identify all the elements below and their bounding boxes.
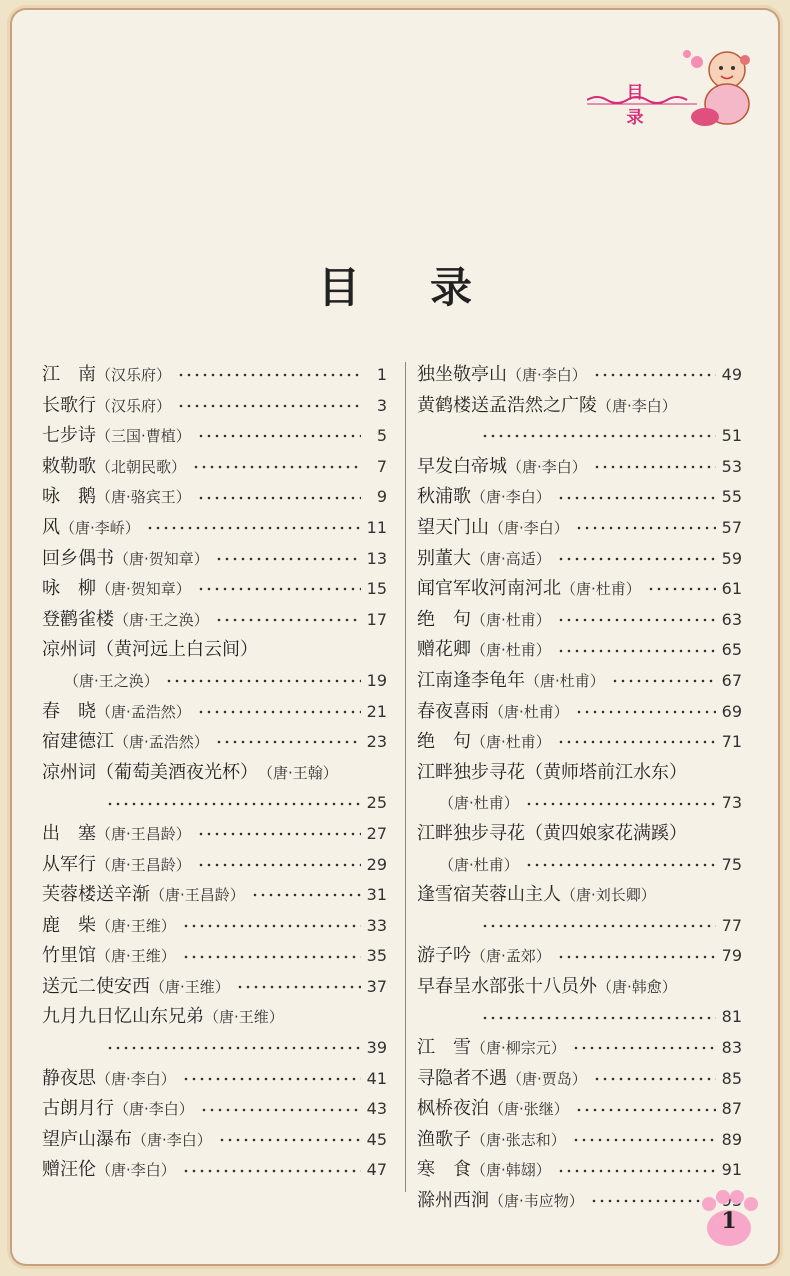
leader-dots	[197, 495, 361, 501]
toc-entry-title: 滁州西涧	[417, 1190, 489, 1212]
column-divider	[405, 362, 406, 1192]
toc-entry[interactable]	[42, 1125, 387, 1156]
toc-entry-title: 九月九日忆山东兄弟	[42, 1006, 204, 1028]
toc-entry-page: 53	[721, 456, 742, 476]
toc-entry-author: （唐·孟浩然）	[96, 702, 191, 721]
toc-entry-title: 早春呈水部张十八员外	[417, 975, 597, 997]
toc-entry-title: 独坐敬亭山	[417, 364, 507, 385]
toc-entry-page: 17	[366, 609, 387, 629]
leader-dots	[192, 464, 361, 470]
toc-entry-title: 竹里馆	[42, 945, 96, 967]
toc-entry-title: 回乡偶书	[42, 547, 114, 569]
toc-entry[interactable]	[42, 727, 387, 758]
toc-entry[interactable]	[42, 1155, 387, 1186]
toc-entry-author: （唐·杜甫）	[439, 855, 519, 874]
toc-entry-title: 秋浦歌	[417, 486, 471, 508]
toc-entry[interactable]	[42, 972, 387, 1003]
toc-entry-title: 送元二使安西	[42, 975, 150, 997]
toc-entry[interactable]	[417, 544, 742, 575]
toc-entry-title: 渔歌子	[417, 1128, 471, 1150]
toc-entry-page: 21	[366, 701, 387, 721]
toc-entry-title: 江畔独步寻花（黄师塔前江水东）	[417, 761, 687, 783]
toc-entry-title: 江畔独步寻花（黄四娘家花满蹊）	[417, 822, 687, 844]
toc-entry-title: 绝 句	[417, 608, 471, 630]
toc-entry-author: （三国·曹植）	[96, 427, 191, 446]
toc-entry-page: 33	[366, 915, 387, 935]
toc-entry-page: 61	[721, 579, 742, 599]
toc-entry-title: 黄鹤楼送孟浩然之广陵	[417, 394, 597, 416]
toc-entry[interactable]	[42, 850, 387, 881]
toc-entry[interactable]	[42, 605, 387, 636]
toc-entry-title: 江南逢李龟年	[417, 669, 525, 691]
toc-entry[interactable]	[417, 452, 742, 483]
leader-dots	[557, 954, 716, 960]
leader-dots	[236, 984, 361, 990]
toc-entry-title: 静夜思	[42, 1067, 96, 1089]
toc-entry[interactable]	[417, 421, 742, 452]
toc-entry-page: 23	[366, 732, 387, 752]
leader-dots	[182, 1076, 361, 1082]
toc-entry-title: 江 南	[42, 364, 96, 385]
leader-dots	[197, 586, 361, 592]
toc-entry-title: 古朗月行	[42, 1098, 114, 1120]
toc-entry-author: （唐·李白）	[507, 457, 587, 476]
toc-entry-page: 41	[366, 1068, 387, 1088]
leader-dots	[197, 433, 361, 439]
leader-dots	[593, 372, 716, 378]
toc-entry[interactable]	[42, 482, 387, 513]
toc-entry-page: 79	[721, 946, 742, 966]
toc-entry-page: 11	[366, 517, 387, 537]
toc-entry-page: 71	[721, 732, 742, 752]
toc-entry-title: 凉州词（葡萄美酒夜光杯）	[42, 761, 258, 783]
toc-entry-title: 别董大	[417, 547, 471, 569]
toc-entry[interactable]	[417, 1155, 742, 1186]
toc-entry-author: （汉乐府）	[96, 366, 172, 384]
toc-entry-author: （唐·韦应物）	[489, 1192, 584, 1211]
toc-entry-author: （唐·高适）	[471, 549, 551, 568]
toc-entry[interactable]	[417, 391, 742, 422]
leader-dots	[557, 648, 716, 654]
toc-entry[interactable]	[42, 819, 387, 850]
page-frame	[12, 10, 778, 1264]
toc-entry-title: 咏 鹅	[42, 486, 96, 508]
toc-entry-page: 31	[366, 885, 387, 905]
toc-entry-page: 87	[721, 1099, 742, 1119]
toc-entry-author: （唐·杜甫）	[525, 671, 605, 690]
toc-entry[interactable]	[417, 1002, 742, 1033]
leader-dots	[177, 372, 361, 378]
toc-entry-page: 77	[721, 915, 742, 935]
toc-entry[interactable]	[417, 697, 742, 728]
toc-entry[interactable]	[42, 1033, 387, 1064]
toc-entry-author: （唐·杜甫）	[471, 610, 551, 629]
toc-entry-title: 风	[42, 516, 60, 538]
toc-entry-author: （唐·王之涣）	[114, 610, 209, 629]
leader-dots	[197, 831, 361, 837]
toc-entry[interactable]	[42, 635, 387, 666]
toc-entry[interactable]	[417, 972, 742, 1003]
toc-entry[interactable]	[42, 421, 387, 452]
toc-entry-author: （唐·李白）	[132, 1130, 212, 1149]
toc-entry-page: 85	[721, 1068, 742, 1088]
leader-dots	[200, 1107, 361, 1113]
toc-entry-author: （唐·王维）	[204, 1008, 284, 1027]
toc-entry-page: 83	[721, 1038, 742, 1058]
toc-entry-title: 寒 食	[417, 1159, 471, 1181]
toc-entry-title: 赠花卿	[417, 639, 471, 661]
toc-entry-author: （唐·杜甫）	[489, 702, 569, 721]
toc-entry-page: 81	[721, 1007, 742, 1027]
toc-entry-page: 7	[376, 456, 387, 476]
leader-dots	[146, 525, 361, 531]
toc-entry-author: （唐·李白）	[96, 1069, 176, 1088]
toc-entry-title: 江 雪	[417, 1037, 471, 1059]
toc-entry[interactable]	[417, 758, 742, 789]
leader-dots	[647, 586, 716, 592]
toc-entry-title: 春 晓	[42, 700, 96, 722]
toc-entry[interactable]	[417, 635, 742, 666]
toc-entry-page: 91	[721, 1160, 742, 1180]
leader-dots	[215, 617, 361, 623]
leader-dots	[165, 678, 361, 684]
leader-dots	[575, 1107, 716, 1113]
toc-entry-title: 宿建德江	[42, 731, 114, 753]
toc-entry-page: 69	[721, 701, 742, 721]
toc-entry-author: （唐·王之涣）	[64, 671, 159, 690]
toc-entry-author: （唐·王昌龄）	[96, 855, 191, 874]
leader-dots	[182, 1168, 361, 1174]
toc-entry-title: 出 塞	[42, 822, 96, 844]
toc-entry-page: 89	[721, 1129, 742, 1149]
page-title: 目录	[317, 263, 542, 312]
paw-page-badge	[697, 1190, 761, 1250]
toc-entry-title: 咏 柳	[42, 578, 96, 600]
toc-entry-author: （唐·杜甫）	[561, 580, 641, 599]
toc-entry-author: （唐·李白）	[597, 396, 677, 415]
toc-entry[interactable]	[42, 1002, 387, 1033]
toc-entry-page: 3	[376, 395, 387, 415]
toc-entry-author: （唐·韩愈）	[597, 977, 677, 996]
toc-entry-title: 鹿 柴	[42, 914, 96, 936]
leader-dots	[251, 892, 361, 898]
toc-left-column	[42, 360, 387, 1186]
toc-entry-page: 43	[366, 1099, 387, 1119]
toc-entry-author: （唐·王维）	[150, 977, 230, 996]
leader-dots	[557, 617, 716, 623]
toc-entry[interactable]	[42, 1064, 387, 1095]
toc-entry[interactable]	[417, 513, 742, 544]
toc-entry-title: 春夜喜雨	[417, 700, 489, 722]
corner-decoration	[587, 42, 777, 132]
toc-entry-title: 长歌行	[42, 394, 96, 416]
leader-dots	[182, 954, 361, 960]
toc-entry-title: 登鹳雀楼	[42, 608, 114, 630]
toc-entry-page: 39	[366, 1038, 387, 1058]
toc-entry-author: （唐·王翰）	[258, 763, 338, 782]
toc-entry-page: 65	[721, 640, 742, 660]
toc-entry-author: （唐·骆宾王）	[96, 488, 191, 507]
toc-entry[interactable]	[417, 911, 742, 942]
toc-entry[interactable]	[417, 1094, 742, 1125]
toc-entry-title: 逢雪宿芙蓉山主人	[417, 884, 561, 906]
toc-entry-title: 早发白帝城	[417, 455, 507, 477]
toc-entry-page: 59	[721, 548, 742, 568]
toc-entry-page: 9	[376, 487, 387, 507]
toc-entry-author: （唐·李白）	[507, 366, 587, 384]
leader-dots	[572, 1045, 716, 1051]
toc-entry-author: （唐·王昌龄）	[150, 886, 245, 905]
toc-entry-page: 5	[376, 426, 387, 446]
toc-entry-title: 望天门山	[417, 516, 489, 538]
toc-entry-title: 游子吟	[417, 945, 471, 967]
toc-entry-page: 51	[721, 426, 742, 446]
leader-dots	[525, 801, 716, 807]
toc-entry-page: 45	[366, 1129, 387, 1149]
leader-dots	[106, 1045, 361, 1051]
leader-dots	[525, 862, 716, 868]
toc-entry-author: （唐·王维）	[96, 916, 176, 935]
toc-entry-author: （唐·贾岛）	[507, 1069, 587, 1088]
toc-entry-page: 27	[366, 823, 387, 843]
toc-entry-author: （唐·李峤）	[60, 518, 140, 537]
toc-entry-author: （唐·贺知章）	[96, 580, 191, 599]
leader-dots	[177, 403, 361, 409]
toc-entry-title: 赠汪伦	[42, 1159, 96, 1181]
toc-entry-title: 绝 句	[417, 731, 471, 753]
toc-entry[interactable]	[417, 727, 742, 758]
leader-dots	[481, 923, 716, 929]
corner-label: 目 录	[626, 83, 652, 128]
toc-entry[interactable]	[417, 666, 742, 697]
toc-entry-page: 13	[366, 548, 387, 568]
toc-entry-author: （唐·孟浩然）	[114, 733, 209, 752]
toc-entry[interactable]	[417, 574, 742, 605]
toc-entry-page: 67	[721, 670, 742, 690]
toc-entry-author: （唐·杜甫）	[439, 794, 519, 813]
page-number: 1	[721, 1208, 737, 1234]
toc-entry[interactable]	[417, 605, 742, 636]
toc-entry-author: （唐·柳宗元）	[471, 1039, 566, 1058]
toc-entry[interactable]	[417, 482, 742, 513]
toc-entry-page: 63	[721, 609, 742, 629]
leader-dots	[215, 739, 361, 745]
toc-entry-page: 47	[366, 1160, 387, 1180]
toc-entry[interactable]	[417, 1125, 742, 1156]
leader-dots	[182, 923, 361, 929]
toc-entry[interactable]	[417, 1186, 742, 1217]
toc-entry-author: （唐·贺知章）	[114, 549, 209, 568]
toc-entry[interactable]	[42, 452, 387, 483]
leader-dots	[575, 709, 716, 715]
toc-entry-page: 37	[366, 976, 387, 996]
leader-dots	[557, 556, 716, 562]
toc-entry-author: （唐·李白）	[96, 1161, 176, 1180]
toc-entry[interactable]	[42, 544, 387, 575]
toc-entry[interactable]	[417, 1064, 742, 1095]
toc-entry-author: （唐·孟郊）	[471, 947, 551, 966]
toc-entry-author: （唐·刘长卿）	[561, 886, 656, 905]
toc-entry-author: （唐·张继）	[489, 1100, 569, 1119]
toc-entry-title: 从军行	[42, 853, 96, 875]
toc-entry[interactable]	[42, 391, 387, 422]
toc-entry-title: 七步诗	[42, 425, 96, 447]
toc-entry[interactable]	[42, 941, 387, 972]
leader-dots	[557, 739, 716, 745]
leader-dots	[611, 678, 716, 684]
leader-dots	[557, 1168, 716, 1174]
toc-entry[interactable]	[417, 1033, 742, 1064]
toc-entry-title: 枫桥夜泊	[417, 1098, 489, 1120]
toc-entry-author: （汉乐府）	[96, 396, 172, 415]
toc-entry-title: 寻隐者不遇	[417, 1067, 507, 1089]
toc-entry-page: 1	[376, 365, 387, 384]
leader-dots	[197, 862, 361, 868]
leader-dots	[593, 464, 716, 470]
toc-entry-author: （唐·王昌龄）	[96, 824, 191, 843]
toc-entry-page: 25	[366, 793, 387, 813]
toc-entry[interactable]	[417, 819, 742, 850]
toc-entry[interactable]	[417, 941, 742, 972]
toc-entry-page: 75	[721, 854, 742, 874]
toc-entry-page: 55	[721, 487, 742, 507]
toc-entry-page: 49	[721, 365, 742, 384]
toc-entry-author: （唐·李白）	[114, 1100, 194, 1119]
toc-entry[interactable]	[42, 758, 387, 789]
leader-dots	[593, 1076, 716, 1082]
toc-entry-author: （唐·李白）	[471, 488, 551, 507]
toc-entry-page: 15	[366, 579, 387, 599]
toc-entry-author: （唐·王维）	[96, 947, 176, 966]
toc-entry-title: 凉州词（黄河远上白云间）	[42, 639, 258, 661]
leader-dots	[215, 556, 361, 562]
toc-entry-title: 敕勒歌	[42, 455, 96, 477]
leader-dots	[218, 1137, 361, 1143]
toc-entry[interactable]	[417, 880, 742, 911]
toc-entry[interactable]	[42, 880, 387, 911]
toc-entry-author: （唐·张志和）	[471, 1130, 566, 1149]
leader-dots	[557, 495, 716, 501]
toc-entry[interactable]	[42, 574, 387, 605]
toc-entry-title: 闻官军收河南河北	[417, 578, 561, 600]
toc-entry-author: （唐·李白）	[489, 518, 569, 537]
toc-entry-page: 29	[366, 854, 387, 874]
toc-entry-page: 35	[366, 946, 387, 966]
toc-entry[interactable]	[42, 360, 387, 391]
toc-entry-author: （唐·杜甫）	[471, 733, 551, 752]
toc-entry-title: 芙蓉楼送辛渐	[42, 884, 150, 906]
leader-dots	[197, 709, 361, 715]
toc-entry-page: 57	[721, 517, 742, 537]
leader-dots	[572, 1137, 716, 1143]
toc-entry[interactable]	[42, 666, 387, 697]
toc-entry-author: （唐·杜甫）	[471, 641, 551, 660]
toc-entry-page: 19	[366, 670, 387, 690]
leader-dots	[106, 801, 361, 807]
toc-right-column	[417, 360, 742, 1217]
toc-entry[interactable]	[417, 788, 742, 819]
toc-entry-title: 望庐山瀑布	[42, 1128, 132, 1150]
leader-dots	[481, 1015, 716, 1021]
toc-entry-author: （唐·韩翃）	[471, 1161, 551, 1180]
toc-entry[interactable]	[42, 697, 387, 728]
toc-entry[interactable]	[417, 850, 742, 881]
toc-entry-page: 73	[721, 793, 742, 813]
toc-entry[interactable]	[42, 788, 387, 819]
leader-dots	[481, 433, 716, 439]
toc-entry[interactable]	[42, 513, 387, 544]
leader-dots	[575, 525, 716, 531]
toc-entry[interactable]	[42, 1094, 387, 1125]
toc-entry-author: （北朝民歌）	[96, 457, 187, 476]
toc-entry[interactable]	[417, 360, 742, 391]
toc-entry[interactable]	[42, 911, 387, 942]
